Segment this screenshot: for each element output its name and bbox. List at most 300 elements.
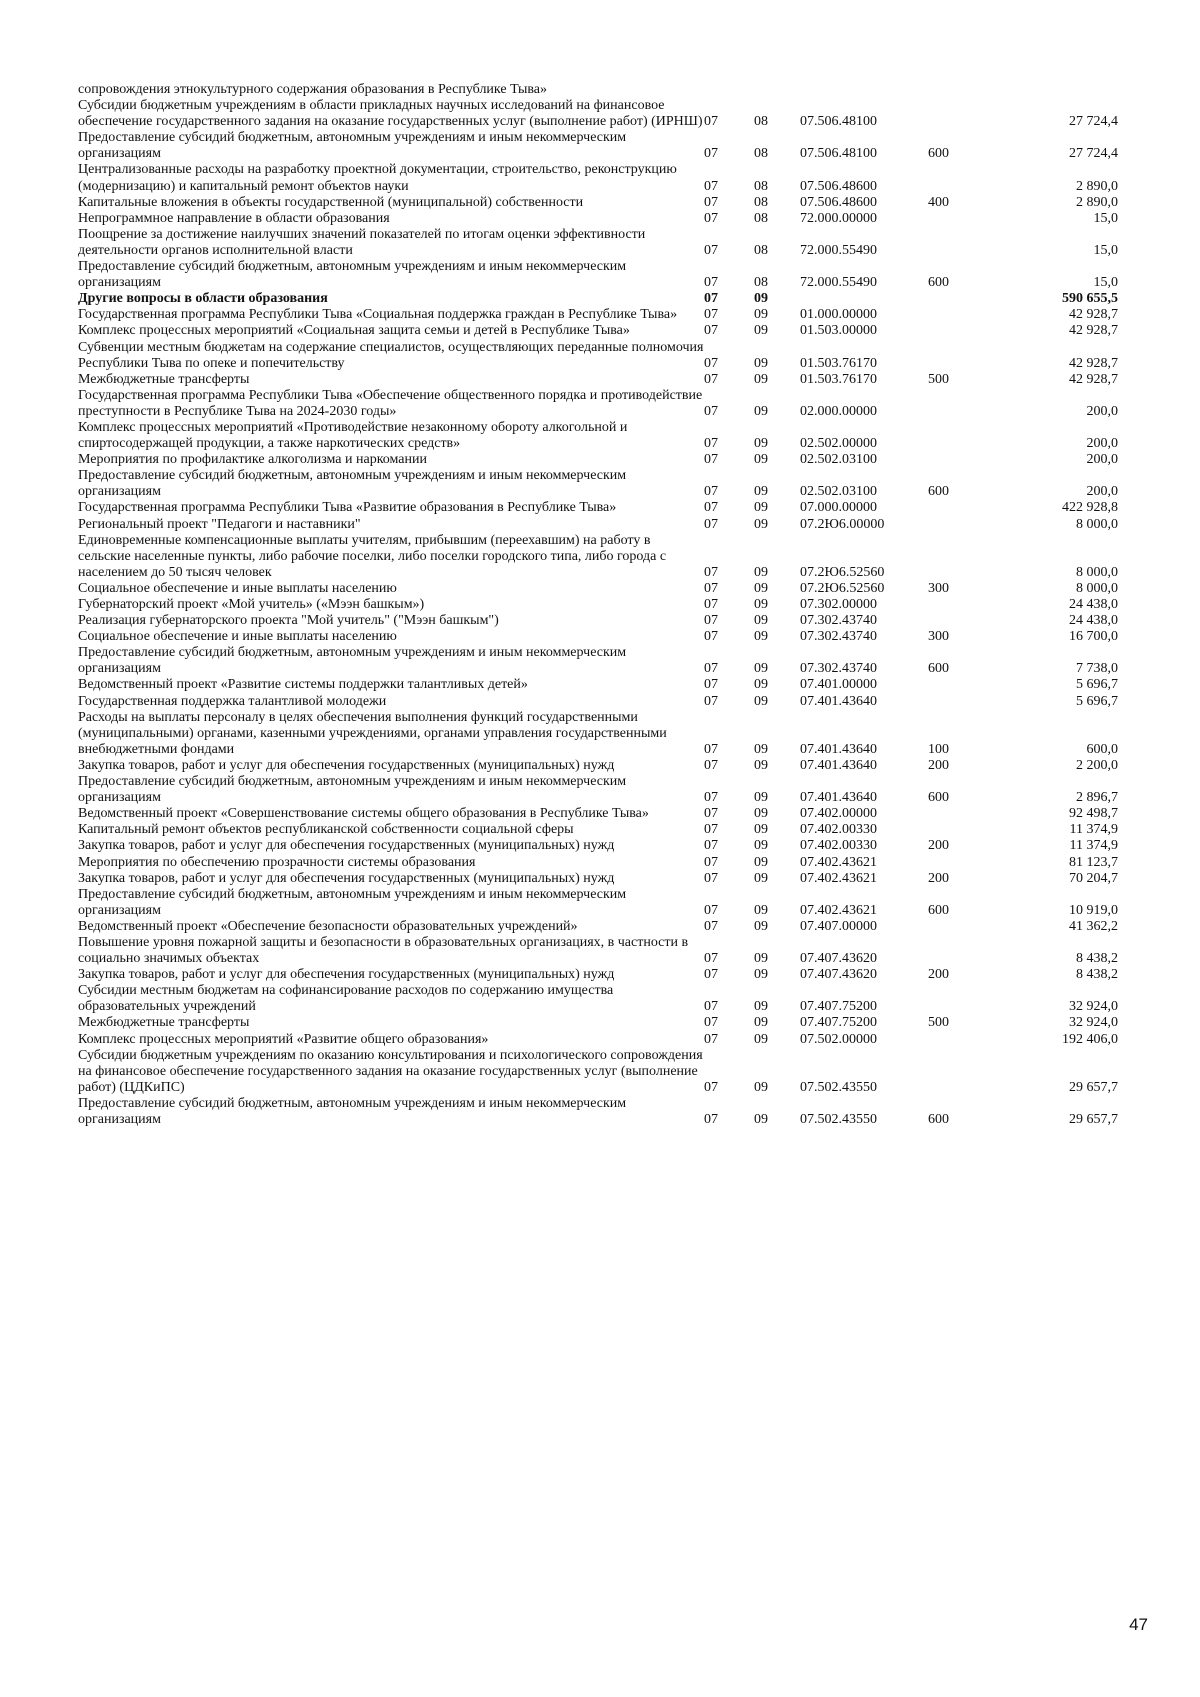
row-name: Предоставление субсидий бюджетным, автономным учреждениям и иным некоммерческим организациям — [78, 130, 627, 162]
row-name: Государственная поддержка талантливой молодежи — [78, 693, 387, 709]
row-target-article: 02.000.00000 — [800, 403, 877, 419]
row-subsection: 09 — [754, 757, 768, 773]
row-amount: 15,0 — [1093, 242, 1118, 258]
row-target-article: 07.401.43640 — [800, 693, 877, 709]
row-amount: 192 406,0 — [1062, 1031, 1118, 1047]
row-expense-type: 200 — [928, 870, 949, 886]
table-row — [78, 822, 1118, 838]
row-section: 07 — [704, 790, 718, 806]
budget-table-body — [78, 82, 1118, 1128]
row-name: Другие вопросы в области образования — [78, 291, 328, 307]
row-expense-type — [928, 694, 988, 710]
row-subsection: 09 — [754, 291, 768, 307]
row-expense-type: 500 — [928, 1015, 949, 1031]
row-name: Государственная программа Республики Тыва «Развитие образования в Республике Тыва» — [78, 500, 617, 516]
table-row — [78, 162, 1118, 194]
row-name: Ведомственный проект «Совершенствование системы общего образования в Республике Тыва» — [78, 806, 649, 822]
row-name: Комплекс процессных мероприятий «Развитие общего образования» — [78, 1031, 489, 1047]
row-amount: 200,0 — [1086, 484, 1118, 500]
row-target-article: 07.502.00000 — [800, 1031, 877, 1047]
row-section: 07 — [704, 1031, 718, 1047]
row-expense-type — [928, 517, 988, 533]
row-name: Субсидии бюджетным учреждениям по оказанию консультирования и психологического сопровождения на финансовое обеспечение государственного задания на оказание государственных услуг (выполнение работ) (ЦДКиПС) — [78, 1047, 703, 1095]
row-target-article: 01.503.00000 — [800, 323, 877, 339]
row-expense-type: 400 — [928, 194, 949, 210]
table-row — [78, 1048, 1118, 1096]
row-subsection: 08 — [754, 242, 768, 258]
row-target-article: 07.401.00000 — [800, 677, 877, 693]
row-amount: 2 890,0 — [1076, 178, 1118, 194]
row-name: Региональный проект "Педагоги и наставники" — [78, 516, 361, 532]
row-subsection: 09 — [754, 355, 768, 371]
row-subsection: 09 — [754, 870, 768, 886]
row-name: Комплекс процессных мероприятий «Социальная защита семьи и детей в Республике Тыва» — [78, 323, 630, 339]
row-amount: 81 123,7 — [1069, 854, 1118, 870]
row-amount: 200,0 — [1086, 436, 1118, 452]
row-target-article: 02.502.03100 — [800, 452, 877, 468]
row-expense-type — [928, 323, 988, 339]
row-subsection: 09 — [754, 741, 768, 757]
table-row — [78, 694, 1118, 710]
row-name: Ведомственный проект «Развитие системы поддержки талантливых детей» — [78, 677, 528, 693]
row-section: 07 — [704, 629, 718, 645]
row-target-article: 07.407.43620 — [800, 967, 877, 983]
row-amount: 600,0 — [1086, 741, 1118, 757]
row-target-article: 07.407.75200 — [800, 1015, 877, 1031]
row-target-article: 07.302.43740 — [800, 629, 877, 645]
row-section: 07 — [704, 210, 718, 226]
row-section: 07 — [704, 146, 718, 162]
row-section: 07 — [704, 436, 718, 452]
row-target-article: 07.000.00000 — [800, 500, 877, 516]
row-amount: 24 438,0 — [1069, 597, 1118, 612]
row-section: 07 — [704, 1112, 718, 1127]
row-target-article: 07.402.43621 — [800, 854, 877, 870]
row-target-article: 07.302.43740 — [800, 613, 877, 629]
table-row — [78, 420, 1118, 452]
row-subsection: 09 — [754, 918, 768, 934]
table-row — [78, 855, 1118, 871]
row-target-article: 72.000.55490 — [800, 242, 877, 258]
row-amount — [988, 82, 1118, 98]
row-name: Предоставление субсидий бюджетным, автономным учреждениям и иным некоммерческим организациям — [78, 259, 627, 291]
row-subsection: 09 — [754, 307, 768, 323]
row-subsection: 09 — [754, 967, 768, 983]
row-expense-type — [928, 822, 988, 838]
row-amount: 11 374,9 — [1069, 838, 1118, 854]
table-row — [78, 935, 1118, 967]
row-expense-type — [928, 98, 988, 130]
row-target-article: 07.402.00330 — [800, 822, 877, 838]
row-expense-type — [928, 1048, 988, 1096]
row-expense-type: 500 — [928, 371, 949, 387]
table-row — [78, 388, 1118, 420]
row-expense-type — [928, 452, 988, 468]
row-target-article: 07.2Ю6.00000 — [800, 516, 885, 532]
row-subsection: 08 — [754, 210, 768, 226]
row-target-article: 07.402.43621 — [800, 902, 877, 918]
table-row — [78, 919, 1118, 935]
row-target-article: 07.407.00000 — [800, 918, 877, 934]
row-subsection: 09 — [754, 436, 768, 452]
row-name: Межбюджетные трансферты — [78, 1015, 250, 1031]
row-subsection: 09 — [754, 1031, 768, 1047]
row-amount: 2 890,0 — [1076, 194, 1118, 210]
row-name: Ведомственный проект «Обеспечение безопасности образовательных учреждений» — [78, 918, 578, 934]
row-expense-type — [928, 935, 988, 967]
row-expense-type — [928, 291, 988, 307]
row-name: Централизованные расходы на разработку проектной документации, строительство, реконструкцию (модернизацию) и капитальный ремонт объектов науки — [78, 162, 677, 194]
row-section: 07 — [704, 275, 718, 291]
row-section — [704, 82, 754, 98]
row-section: 07 — [704, 661, 718, 677]
row-amount: 27 724,4 — [1069, 146, 1118, 162]
row-expense-type — [928, 340, 988, 372]
table-row — [78, 211, 1118, 227]
table-row — [78, 677, 1118, 693]
row-section: 07 — [704, 1015, 718, 1031]
row-section: 07 — [704, 178, 718, 194]
row-subsection: 09 — [754, 629, 768, 645]
row-subsection: 09 — [754, 1112, 768, 1127]
row-name: Непрограммное направление в области образования — [78, 210, 390, 226]
row-expense-type — [928, 855, 988, 871]
row-target-article: 07.302.00000 — [800, 597, 877, 612]
row-subsection: 09 — [754, 838, 768, 854]
row-section: 07 — [704, 613, 718, 629]
row-name: Социальное обеспечение и иные выплаты населению — [78, 629, 397, 645]
table-row — [78, 323, 1118, 339]
row-name: Субвенции местным бюджетам на содержание специалистов, осуществляющих переданные полномочия Республики Тыва по опеке и попечительству — [78, 339, 704, 371]
row-section: 07 — [704, 838, 718, 854]
row-subsection: 09 — [754, 516, 768, 532]
row-expense-type — [928, 1032, 988, 1048]
row-subsection: 08 — [754, 114, 768, 130]
row-expense-type — [928, 420, 988, 452]
row-amount: 42 928,7 — [1069, 307, 1118, 323]
table-row — [78, 340, 1118, 372]
row-amount: 41 362,2 — [1069, 918, 1118, 934]
row-section: 07 — [704, 854, 718, 870]
row-name: Межбюджетные трансферты — [78, 371, 250, 387]
table-row — [78, 307, 1118, 323]
row-expense-type — [928, 533, 988, 581]
row-section: 07 — [704, 580, 718, 596]
row-amount: 5 696,7 — [1076, 677, 1118, 693]
row-section: 07 — [704, 597, 718, 612]
row-subsection: 08 — [754, 194, 768, 210]
row-subsection: 08 — [754, 146, 768, 162]
row-name: Единовременные компенсационные выплаты учителям, прибывшим (переехавшим) на работу в сельские населенные пункты, либо рабочие поселки, либо поселки городского типа, либо города с населением до 50 тысяч человек — [78, 532, 667, 580]
row-section: 07 — [704, 918, 718, 934]
row-subsection: 09 — [754, 371, 768, 387]
row-name: сопровождения этнокультурного содержания образования в Республике Тыва» — [78, 82, 547, 97]
table-row — [78, 871, 1118, 887]
row-target-article: 01.000.00000 — [800, 307, 877, 323]
row-expense-type: 300 — [928, 580, 949, 596]
row-section: 07 — [704, 693, 718, 709]
row-target-article: 02.502.00000 — [800, 436, 877, 452]
row-amount: 15,0 — [1093, 275, 1118, 291]
row-amount: 8 000,0 — [1076, 564, 1118, 580]
row-name: Повышение уровня пожарной защиты и безопасности в образовательных организациях, в частности в социально значимых объектах — [78, 934, 689, 967]
row-expense-type — [928, 677, 988, 693]
row-section: 07 — [704, 902, 718, 918]
table-row — [78, 806, 1118, 822]
row-expense-type: 300 — [928, 629, 949, 645]
row-amount: 70 204,7 — [1069, 870, 1118, 886]
row-name: Мероприятия по профилактике алкоголизма и наркомании — [78, 452, 427, 468]
row-subsection: 09 — [754, 677, 768, 693]
row-amount: 2 896,7 — [1076, 790, 1118, 806]
row-target-article: 07.506.48100 — [800, 114, 877, 130]
row-amount: 200,0 — [1086, 403, 1118, 419]
table-row — [78, 517, 1118, 533]
table-row — [78, 613, 1118, 629]
table-row — [78, 758, 1118, 774]
row-section: 07 — [704, 967, 718, 983]
row-target-article: 07.502.43550 — [800, 1112, 877, 1127]
table-row — [78, 500, 1118, 516]
row-name: Социальное обеспечение и иные выплаты населению — [78, 580, 397, 596]
table-row — [78, 597, 1118, 613]
row-target-article: 01.503.76170 — [800, 355, 877, 371]
row-expense-type: 600 — [928, 484, 949, 500]
table-row — [78, 452, 1118, 468]
row-subsection: 09 — [754, 999, 768, 1015]
table-row — [78, 130, 1118, 162]
row-section: 07 — [704, 757, 718, 773]
row-target-article: 07.506.48600 — [800, 178, 877, 194]
row-subsection: 09 — [754, 854, 768, 870]
row-name: Закупка товаров, работ и услуг для обеспечения государственных (муниципальных) нужд — [78, 838, 615, 854]
row-section: 07 — [704, 822, 718, 838]
row-subsection: 09 — [754, 500, 768, 516]
row-name: Государственная программа Республики Тыва «Социальная поддержка граждан в Республике Тыва» — [78, 307, 678, 323]
row-amount: 422 928,8 — [1062, 500, 1118, 516]
row-amount: 42 928,7 — [1069, 355, 1118, 371]
row-amount: 200,0 — [1086, 452, 1118, 468]
row-name: Закупка товаров, работ и услуг для обеспечения государственных (муниципальных) нужд — [78, 757, 615, 773]
row-target-article: 07.407.43620 — [800, 951, 877, 967]
row-subsection: 09 — [754, 580, 768, 596]
row-expense-type — [928, 613, 988, 629]
row-target-article: 07.506.48600 — [800, 194, 877, 210]
row-subsection: 09 — [754, 484, 768, 500]
table-row — [78, 629, 1118, 645]
row-target-article: 07.401.43640 — [800, 790, 877, 806]
row-section: 07 — [704, 806, 718, 822]
table-row — [78, 1032, 1118, 1048]
table-row — [78, 195, 1118, 211]
row-amount: 11 374,9 — [1069, 822, 1118, 838]
row-expense-type — [928, 597, 988, 613]
row-section: 07 — [704, 677, 718, 693]
row-expense-type — [928, 388, 988, 420]
row-target-article: 72.000.00000 — [800, 210, 877, 226]
row-expense-type: 600 — [928, 790, 949, 806]
row-expense-type: 600 — [928, 902, 949, 918]
row-amount: 15,0 — [1093, 210, 1118, 226]
row-target-article: 07.2Ю6.52560 — [800, 580, 885, 596]
row-target-article — [800, 291, 928, 307]
row-subsection: 09 — [754, 661, 768, 677]
table-row — [78, 1096, 1118, 1128]
row-name: Закупка товаров, работ и услуг для обеспечения государственных (муниципальных) нужд — [78, 967, 615, 983]
table-row — [78, 838, 1118, 854]
row-subsection: 09 — [754, 323, 768, 339]
table-row — [78, 1015, 1118, 1031]
row-section: 07 — [704, 1079, 718, 1095]
row-target-article: 07.2Ю6.52560 — [800, 564, 885, 580]
row-target-article: 72.000.55490 — [800, 275, 877, 291]
table-row — [78, 372, 1118, 388]
row-expense-type — [928, 162, 988, 194]
row-subsection: 09 — [754, 1079, 768, 1095]
table-row — [78, 259, 1118, 291]
row-subsection: 09 — [754, 597, 768, 612]
row-section: 07 — [704, 484, 718, 500]
table-row — [78, 533, 1118, 581]
row-expense-type: 200 — [928, 967, 949, 983]
row-amount: 7 738,0 — [1076, 661, 1118, 677]
row-name: Предоставление субсидий бюджетным, автономным учреждениям и иным некоммерческим организациям — [78, 1095, 627, 1127]
row-expense-type — [928, 227, 988, 259]
row-target-article: 02.502.03100 — [800, 484, 877, 500]
row-amount: 24 438,0 — [1069, 613, 1118, 629]
table-row — [78, 227, 1118, 259]
row-amount: 8 438,2 — [1076, 967, 1118, 983]
row-section: 07 — [704, 500, 718, 516]
row-subsection: 09 — [754, 613, 768, 629]
table-row — [78, 967, 1118, 983]
row-amount: 8 000,0 — [1076, 516, 1118, 532]
row-target-article: 07.502.43550 — [800, 1079, 877, 1095]
row-amount: 32 924,0 — [1069, 999, 1118, 1015]
row-subsection: 09 — [754, 822, 768, 838]
row-amount: 92 498,7 — [1069, 806, 1118, 822]
row-amount: 29 657,7 — [1069, 1079, 1118, 1095]
row-target-article: 07.401.43640 — [800, 757, 877, 773]
row-amount: 590 655,5 — [1062, 291, 1118, 307]
row-subsection — [754, 82, 800, 98]
row-section: 07 — [704, 307, 718, 323]
table-row — [78, 82, 1118, 98]
table-row — [78, 291, 1118, 307]
row-amount: 32 924,0 — [1069, 1015, 1118, 1031]
row-subsection: 09 — [754, 452, 768, 468]
row-target-article: 07.407.75200 — [800, 999, 877, 1015]
row-amount: 8 000,0 — [1076, 580, 1118, 596]
row-expense-type — [928, 983, 988, 1015]
row-subsection: 09 — [754, 693, 768, 709]
row-name: Предоставление субсидий бюджетным, автономным учреждениям и иным некоммерческим организациям — [78, 468, 627, 500]
row-target-article: 07.402.00330 — [800, 838, 877, 854]
row-amount: 29 657,7 — [1069, 1112, 1118, 1127]
row-amount: 27 724,4 — [1069, 114, 1118, 130]
row-name: Субсидии бюджетным учреждениям в области прикладных научных исследований на финансовое обеспечение государственного задания на оказание государственных услуг (выполнение работ) (ИРНШ) — [78, 98, 703, 130]
row-name: Капитальный ремонт объектов республиканской собственности социальной сферы — [78, 822, 574, 838]
row-section: 07 — [704, 564, 718, 580]
row-expense-type: 600 — [928, 146, 949, 162]
row-section: 07 — [704, 291, 718, 307]
row-amount: 42 928,7 — [1069, 371, 1118, 387]
row-name: Реализация губернаторского проекта "Мой учитель" ("Мээн башкым") — [78, 613, 499, 629]
row-name: Предоставление субсидий бюджетным, автономным учреждениям и иным некоммерческим организациям — [78, 645, 627, 677]
row-target-article: 07.506.48100 — [800, 146, 877, 162]
row-name: Губернаторский проект «Мой учитель» («Мээн башкым») — [78, 597, 425, 612]
row-name: Предоставление субсидий бюджетным, автономным учреждениям и иным некоммерческим организациям — [78, 774, 627, 806]
row-name: Расходы на выплаты персоналу в целях обеспечения выполнения функций государственными (муниципальными) органами, казенными учреждениями, органами управления государственными внебюджетными фондами — [78, 709, 667, 757]
row-expense-type — [928, 919, 988, 935]
table-row — [78, 983, 1118, 1015]
row-subsection: 09 — [754, 1015, 768, 1031]
row-amount: 42 928,7 — [1069, 323, 1118, 339]
row-amount: 2 200,0 — [1076, 757, 1118, 773]
row-expense-type: 100 — [928, 741, 949, 757]
row-subsection: 09 — [754, 902, 768, 918]
row-expense-type — [928, 307, 988, 323]
row-target-article: 07.401.43640 — [800, 741, 877, 757]
table-row — [78, 581, 1118, 597]
row-subsection: 08 — [754, 275, 768, 291]
row-name: Мероприятия по обеспечению прозрачности системы образования — [78, 854, 476, 870]
page-number: 47 — [1129, 1615, 1148, 1634]
row-target-article: 07.402.43621 — [800, 870, 877, 886]
row-amount: 8 438,2 — [1076, 951, 1118, 967]
row-section: 07 — [704, 452, 718, 468]
row-expense-type: 200 — [928, 838, 949, 854]
row-name: Комплекс процессных мероприятий «Противодействие незаконному обороту алкогольной и спиртосодержащей продукции, а также наркотических средств» — [78, 419, 628, 452]
row-section: 07 — [704, 516, 718, 532]
row-subsection: 09 — [754, 951, 768, 967]
row-expense-type: 200 — [928, 757, 949, 773]
row-subsection: 09 — [754, 806, 768, 822]
row-amount: 16 700,0 — [1069, 629, 1118, 645]
row-subsection: 09 — [754, 403, 768, 419]
row-section: 07 — [704, 355, 718, 371]
row-section: 07 — [704, 403, 718, 419]
row-expense-type: 600 — [928, 1112, 949, 1127]
table-row — [78, 645, 1118, 677]
row-section: 07 — [704, 114, 718, 130]
row-subsection: 08 — [754, 178, 768, 194]
row-subsection: 09 — [754, 564, 768, 580]
row-section: 07 — [704, 242, 718, 258]
row-amount: 5 696,7 — [1076, 693, 1118, 709]
row-section: 07 — [704, 371, 718, 387]
row-section: 07 — [704, 323, 718, 339]
row-target-article — [800, 82, 928, 98]
row-section: 07 — [704, 870, 718, 886]
table-row — [78, 468, 1118, 500]
row-section: 07 — [704, 951, 718, 967]
row-name: Предоставление субсидий бюджетным, автономным учреждениям и иным некоммерческим организациям — [78, 886, 627, 918]
row-name: Закупка товаров, работ и услуг для обеспечения государственных (муниципальных) нужд — [78, 870, 615, 886]
row-target-article: 07.302.43740 — [800, 661, 877, 677]
row-expense-type — [928, 82, 988, 98]
row-name: Капитальные вложения в объекты государственной (муниципальной) собственности — [78, 194, 584, 210]
table-row — [78, 774, 1118, 806]
budget-table — [78, 82, 1118, 1128]
row-section: 07 — [704, 999, 718, 1015]
row-amount: 10 919,0 — [1069, 902, 1118, 918]
row-target-article: 01.503.76170 — [800, 371, 877, 387]
row-target-article: 07.402.00000 — [800, 806, 877, 822]
table-row — [78, 887, 1118, 919]
table-row — [78, 98, 1118, 130]
table-row — [78, 710, 1118, 758]
